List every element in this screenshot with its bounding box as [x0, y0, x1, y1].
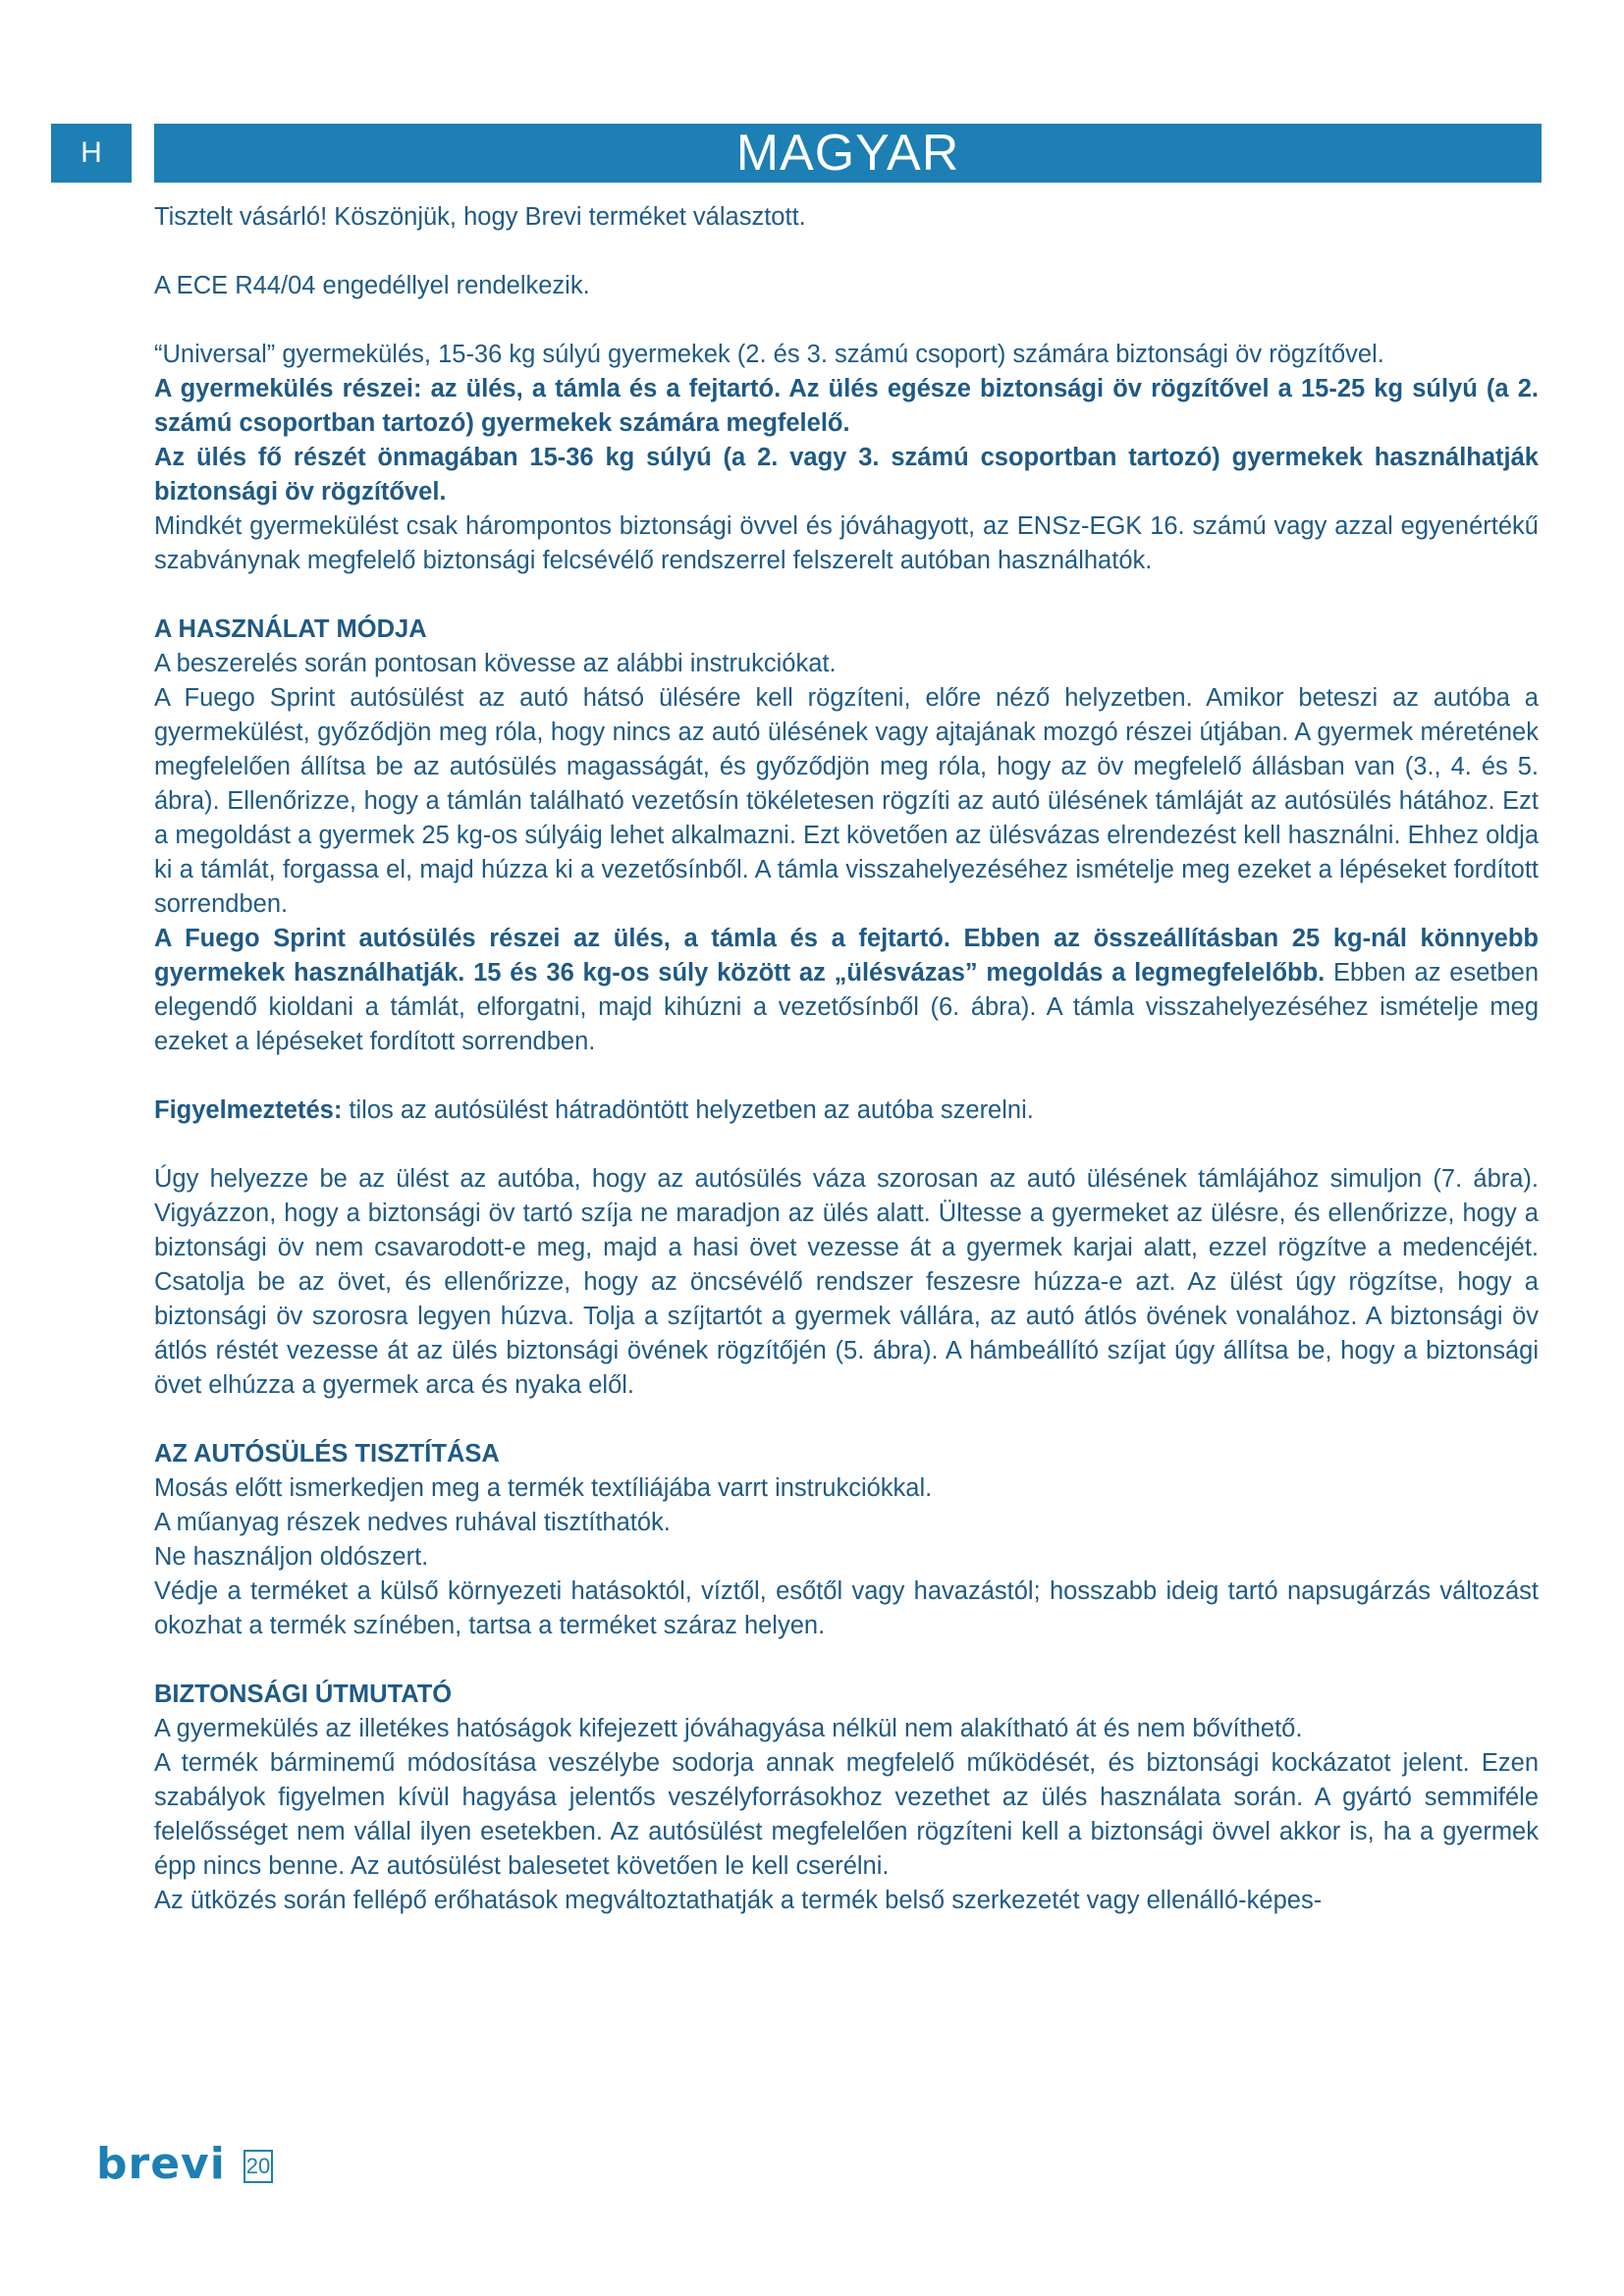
- language-code: H: [81, 136, 102, 169]
- safety-paragraph-2: A termék bárminemű módosítása veszélybe sodorja annak megfelelő működését, és biztonsági kockázatot jelent. Ezen szabályok figyelmen kívül hagyása jelentős veszélyforrásokhoz vezethet az ülés használata során. A gyártó semmiféle felelősséget nem vállal ilyen esetekben. Az autósülést megfelelően rögzíteni kell a biztonsági övvel akkor is, ha a gyermek épp nincs benne. Az autósülést balesetet követően le kell cserélni.: [154, 1749, 1539, 1880]
- safety-heading: BIZTONSÁGI ÚTMUTATÓ: [154, 1681, 453, 1708]
- usage-heading: A HASZNÁLAT MÓDJA: [154, 615, 427, 643]
- warning-label: Figyelmeztetés:: [154, 1096, 343, 1124]
- usage-paragraph-2: A Fuego Sprint autósülést az autó hátsó ülésére kell rögzíteni, előre néző helyzetben. Amikor beteszi az autóba a gyermekülést, győződjön meg róla, hogy nincs az autó ülésének vagy ajtajának mozgó részei útjában. A gyermek méretének megfelelően állítsa be az autósülés magasságát, és győződjön meg róla, hogy az öv megfelelő állásban van (3., 4. és 5. ábra). Ellenőrizze, hogy a támlán található vezetősín tökéletesen rögzíti az autó ülésének támláját az autósülés hátához. Ezt a megoldást a gyermek 25 kg-os súlyáig lehet alkalmazni. Ezt követően az ülésvázas elrendezést kell használni. Ehhez oldja ki a támlát, forgassa el, majd húzza ki a vezetősínből. A támla visszahelyezéséhez ismételje meg ezeket a lépéseket fordított sorrendben.: [154, 684, 1539, 918]
- document-body: [154, 200, 1539, 1918]
- cleaning-line-1: Mosás előtt ismerkedjen meg a termék textíliájába varrt instrukciókkal.: [154, 1474, 933, 1502]
- usage-paragraph-3: [154, 922, 1539, 1059]
- page-number: 20: [244, 2150, 273, 2183]
- section-title-bar: [154, 124, 1542, 183]
- universal-text: “Universal” gyermekülés, 15-36 kg súlyú gyermekek (2. és 3. számú csoport) számára biztonsági öv rögzítővel.: [154, 341, 1384, 368]
- safety-paragraph-3: Az ütközés során fellépő erőhatások megváltoztathatják a termék belső szerkezetét vagy ellenálló-képes-: [154, 1887, 1323, 1914]
- belt-note-text: Mindkét gyermekülést csak hárompontos biztonsági övvel és jóváhagyott, az ENSz-EGK 16. számú vagy azzal egyenértékű szabványnak megfelelő biztonsági felcsévélő rendszerrel felszerelt autóban használhatók.: [154, 512, 1539, 574]
- cleaning-line-4: Védje a terméket a külső környezeti hatásoktól, víztől, esőtől vagy havazástól; hosszabb ideig tartó napsugárzás változást okozhat a termék színében, tartsa a terméket száraz helyen.: [154, 1577, 1539, 1639]
- warning-text: tilos az autósülést hátradöntött helyzetben az autóba szerelni.: [342, 1096, 1034, 1124]
- cleaning-line-3: Ne használjon oldószert.: [154, 1543, 429, 1571]
- brevi-logo: [96, 2139, 226, 2189]
- greeting-text: Tisztelt vásárló! Köszönjük, hogy Brevi terméket választott.: [154, 203, 806, 231]
- brand-name: brevi: [96, 2139, 226, 2189]
- usage-paragraph-3-rest: Ebben az esetben elegendő kioldani a támlát, elforgatni, majd kihúzni a vezetősínből (6. ábra). A támla visszahelyezéséhez ismételje meg ezeket a lépéseket fordított sorrendben.: [154, 959, 1540, 1055]
- page-title: MAGYAR: [735, 125, 960, 182]
- cleaning-line-2: A műanyag részek nedves ruhával tisztíthatók.: [154, 1509, 671, 1536]
- cleaning-heading: AZ AUTÓSÜLÉS TISZTÍTÁSA: [154, 1440, 500, 1468]
- approval-text: A ECE R44/04 engedéllyel rendelkezik.: [154, 272, 590, 299]
- parts-text: A gyermekülés részei: az ülés, a támla és a fejtartó. Az ülés egésze biztonsági öv rögzítővel a 15-25 kg súlyú (a 2. számú csoportban tartozó) gyermekek számára megfelelő.: [154, 375, 1539, 437]
- usage-paragraph-1: A beszerelés során pontosan kövesse az alábbi instrukciókat.: [154, 650, 837, 677]
- usage-paragraph-4: Úgy helyezze be az ülést az autóba, hogy az autósülés váza szorosan az autó ülésének támlájához simuljon (7. ábra). Vigyázzon, hogy a biztonsági öv tartó szíja ne maradjon az ülés alatt. Ültesse a gyermeket az ülésre, és ellenőrizze, hogy a biztonsági öv nem csavarodott-e meg, majd a hasi övet vezesse át a gyermek karjai alatt, ezzel rögzítve a medencéjét. Csatolja be az övet, és ellenőrizze, hogy az öncsévélő rendszer feszesre húzza-e azt. Az ülést úgy rögzítse, hogy a biztonsági öv szorosra legyen húzva. Tolja a szíjtartót a gyermek vállára, az autó átlós övének vonalához. A biztonsági öv átlós réstét vezesse át az ülés biztonsági övének rögzítőjén (5. ábra). A hámbeállító szíjat úgy állítsa be, hogy a biztonsági övet elhúzza a gyermek arca és nyaka elől.: [154, 1165, 1539, 1399]
- language-code-box: [51, 124, 132, 183]
- warning-paragraph: [154, 1094, 1539, 1128]
- safety-paragraph-1: A gyermekülés az illetékes hatóságok kifejezett jóváhagyása nélkül nem alakítható át és nem bővíthető.: [154, 1715, 1303, 1742]
- usage-paragraph-3-bold: A Fuego Sprint autósülés részei az ülés, a támla és a fejtartó. Ebben az összeállításban 25 kg-nál könnyebb gyermekek használhatják. 15 és 36 kg-os súly között az „ülésvázas” megoldás a legmegfelelőbb.: [154, 925, 1539, 987]
- seat-text: Az ülés fő részét önmagában 15-36 kg súlyú (a 2. vagy 3. számú csoportban tartozó) gyermekek használhatják biztonsági öv rögzítővel.: [154, 444, 1539, 506]
